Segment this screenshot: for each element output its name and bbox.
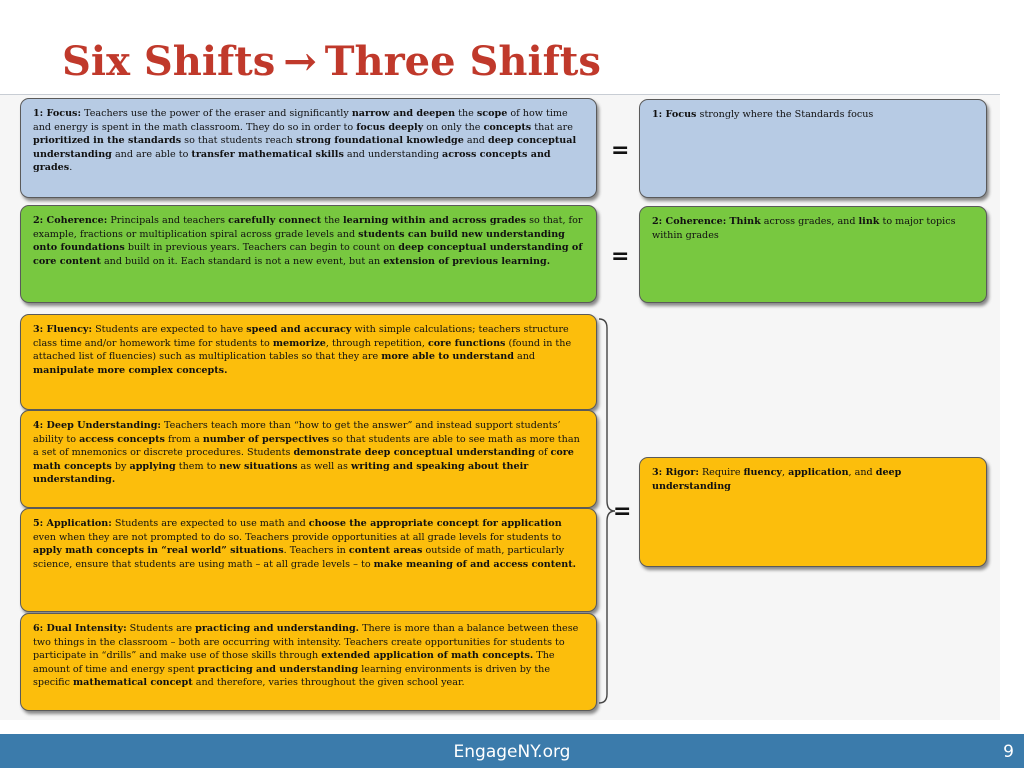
body-text: and [463, 135, 488, 147]
body-text: of [535, 447, 551, 459]
body-text: so that students are able to see math as more than a set of mnemonics or discrete procedures. Students [33, 433, 580, 459]
emphasis-text: learning within and across grades [343, 215, 527, 226]
emphasis-text: core functions [427, 337, 506, 349]
footer-bar [0, 734, 1024, 768]
body-text: them to [175, 460, 220, 472]
shift-deep-understanding-box [20, 410, 597, 508]
body-text: so that, for example, fractions or multiplication spiral across grade levels and [33, 215, 583, 240]
equals-sign-focus: = [611, 138, 630, 163]
emphasis-text: narrow and deepen [351, 108, 456, 119]
body-text: as well as [297, 460, 351, 472]
body-text: so that students reach [181, 135, 296, 147]
emphasis-text: writing and speaking about their understanding. [33, 460, 529, 486]
emphasis-text: deep understanding [652, 467, 902, 492]
page-number: 9 [1003, 742, 1014, 762]
body-text: the [455, 108, 477, 119]
emphasis-text: students can build new understanding onto foundations [33, 228, 565, 254]
emphasis-text: extension of previous learning. [383, 255, 551, 267]
right-arrow-icon: → [283, 38, 317, 85]
body-text: the [321, 215, 344, 226]
shift-body [696, 109, 873, 120]
shift-coherence-box [20, 205, 597, 303]
body-text: , and [848, 467, 876, 478]
body-text: There is more than a balance between these two things in the classroom – both are occurring with intensity. Teachers create opportunities for students to participate in “drills” and make use of those skills through [33, 623, 579, 662]
body-text: of how time and energy is spent in the math classroom. They do so in order to [33, 108, 568, 133]
shift-fluency-box [20, 314, 597, 410]
emphasis-text: transfer mathematical skills [191, 148, 344, 160]
body-text: , through repetition, [325, 337, 428, 349]
shift-body [33, 108, 576, 173]
body-text: and understanding [343, 148, 443, 160]
shift-dual-intensity-box [20, 613, 597, 711]
body-text: and build on it. Each standard is not a new event, but an [100, 255, 384, 267]
body-text: , [782, 467, 789, 478]
three-shifts-focus-box [639, 99, 987, 198]
shift-heading: 3: Rigor: [652, 467, 699, 478]
emphasis-text: strong foundational knowledge [295, 135, 464, 147]
emphasis-text: number of perspectives [202, 433, 330, 445]
body-text: Principals and teachers [107, 215, 229, 226]
shift-heading: 2: Coherence: [33, 215, 108, 226]
emphasis-text: prioritized in the standards [33, 135, 182, 147]
body-text: Students are expected to use math and [111, 518, 309, 529]
shift-heading: 6: Dual Intensity: [33, 623, 127, 634]
emphasis-text: applying [129, 460, 176, 472]
body-text: The amount of time and energy spent [33, 650, 555, 675]
body-text: on only the [423, 121, 484, 133]
body-text: built in previous years. Teachers can begin to count on [124, 242, 399, 254]
equals-sign-coherence: = [611, 244, 630, 269]
emphasis-text: scope [476, 108, 508, 119]
body-text: strongly where the Standards focus [696, 109, 874, 120]
emphasis-text: access concepts [79, 433, 165, 445]
emphasis-text: focus deeply [356, 121, 424, 133]
shift-body [33, 215, 582, 267]
shift-application-box [20, 508, 597, 612]
body-text: and therefore, varies throughout the given school year. [192, 677, 465, 689]
body-text: outside of math, particularly science, ensure that students are using math – at all grade levels – to [33, 545, 565, 570]
body-text: Require [698, 467, 744, 478]
emphasis-text: manipulate more complex concepts. [33, 364, 228, 376]
emphasis-text: mathematical concept [73, 677, 193, 689]
emphasis-text: speed and accuracy [246, 324, 352, 335]
body-text: . Teachers in [283, 545, 349, 557]
emphasis-text: concepts [483, 121, 532, 133]
emphasis-text: core math concepts [33, 447, 574, 472]
title-six-shifts: Six Shifts [62, 38, 276, 85]
emphasis-text: choose the appropriate concept for application [308, 518, 562, 529]
body-text: that are [531, 121, 573, 133]
shift-body [33, 518, 576, 570]
body-text: by [111, 460, 130, 472]
shift-heading: 3: Fluency: [33, 324, 93, 335]
three-shifts-rigor-box [639, 457, 987, 567]
emphasis-text: practicing and understanding [197, 663, 359, 675]
body-text: and [513, 351, 536, 363]
shift-heading: 1: Focus [652, 109, 697, 120]
shift-heading: 2: Coherence: [652, 216, 727, 227]
equals-sign-rigor: = [613, 499, 632, 524]
emphasis-text: carefully connect [228, 215, 322, 226]
shift-heading: 1: Focus: [33, 108, 82, 119]
emphasis-text: extended application of math concepts. [321, 650, 534, 662]
emphasis-text: application [788, 467, 849, 478]
body-text: with simple calculations; teachers structure class time and/or homework time for students to [33, 324, 569, 349]
shift-heading: 5: Application: [33, 518, 112, 529]
emphasis-text: new situations [219, 460, 298, 472]
body-text: learning environments is driven by the specific [33, 663, 551, 689]
emphasis-text: demonstrate deep conceptual understanding [293, 447, 536, 459]
body-text: Students are [126, 623, 196, 634]
emphasis-text: fluency [743, 467, 782, 478]
body-text: Teachers use the power of the eraser and significantly [81, 108, 352, 119]
emphasis-text: across concepts and grades [33, 148, 551, 174]
body-text: Students are expected to have [92, 324, 247, 335]
body-text: from a [164, 433, 203, 445]
body-text: across grades, and [760, 216, 859, 227]
emphasis-text: link [858, 216, 880, 227]
body-text: (found in the attached list of fluencies) such as multiplication tables so that they are [33, 337, 572, 363]
emphasis-text: apply math concepts in “real world” situations [33, 545, 284, 557]
emphasis-text: Think [729, 216, 761, 227]
shift-focus-box [20, 98, 597, 198]
shift-heading: 4: Deep Understanding: [33, 420, 161, 431]
shift-body [33, 324, 571, 376]
slide-title [62, 34, 601, 90]
body-text: . [69, 162, 73, 174]
body-text: Teachers teach more than “how to get the answer” and instead support students’ ability to [33, 420, 561, 445]
title-three-shifts: Three Shifts [324, 38, 601, 85]
title-divider [0, 94, 1000, 95]
body-text: even when they are not prompted to do so. Teachers provide opportunities at all grade levels for students to [33, 531, 562, 543]
emphasis-text: practicing and understanding. [195, 623, 360, 634]
emphasis-text: deep conceptual understanding [33, 135, 577, 160]
emphasis-text: content areas [348, 545, 423, 557]
body-text: to major topics within grades [652, 216, 956, 241]
body-text: and are able to [111, 148, 192, 160]
emphasis-text: make meaning of and access content. [373, 558, 576, 570]
emphasis-text: memorize [272, 337, 326, 349]
emphasis-text: deep conceptual understanding of core content [33, 242, 583, 267]
footer-site-name: EngageNY.org [453, 742, 571, 762]
three-shifts-coherence-box [639, 206, 987, 303]
emphasis-text: more able to understand [381, 351, 514, 363]
